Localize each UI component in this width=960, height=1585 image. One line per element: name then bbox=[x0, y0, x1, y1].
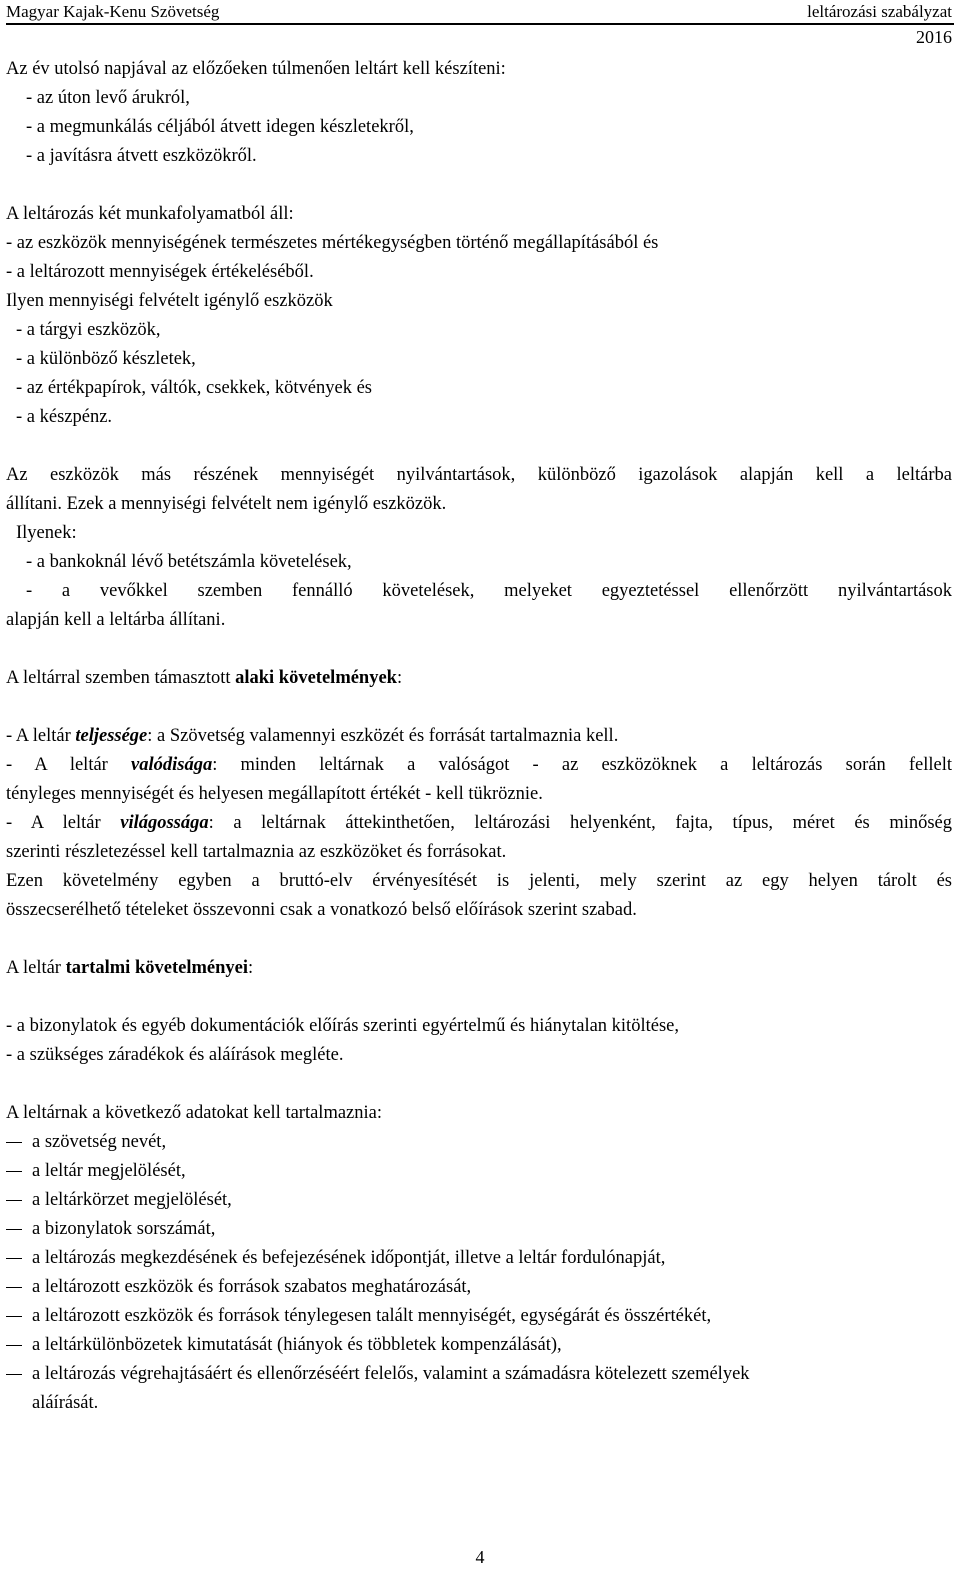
header-year: 2016 bbox=[916, 27, 952, 47]
list-item: - a tárgyi eszközök, bbox=[16, 320, 161, 340]
list-item: a leltározás megkezdésének és befejezésének időpontját, illetve a leltár fordulónapját, bbox=[32, 1248, 666, 1268]
paragraph-line: A leltározás két munkafolyamatból áll: bbox=[6, 204, 294, 224]
list-item: - a bankoknál lévő betétszámla követelések, bbox=[26, 552, 352, 572]
paragraph-line: alapján kell a leltárba állítani. bbox=[6, 610, 226, 630]
list-item: - a javításra átvett eszközökről. bbox=[26, 146, 257, 166]
list-item-continuation: aláírását. bbox=[32, 1393, 99, 1413]
list-item: a szövetség nevét, bbox=[32, 1132, 167, 1152]
paragraph-line: Ezen követelmény egyben a bruttó-elv érvényesítését is jelenti, mely szerint az egy helyen tárolt és bbox=[6, 871, 952, 891]
paragraph-line: A leltárnak a következő adatokat kell tartalmaznia: bbox=[6, 1103, 382, 1123]
list-item: - a megmunkálás céljából átvett idegen készletekről, bbox=[26, 117, 414, 137]
paragraph-line: Az eszközök más részének mennyiségét nyilvántartások, különböző igazolások alapján kell a leltárba bbox=[6, 465, 952, 485]
section-heading: A leltár tartalmi követelményei: bbox=[6, 958, 254, 978]
header-rule bbox=[6, 23, 954, 25]
paragraph-line: Ilyenek: bbox=[16, 523, 77, 543]
paragraph-line: tényleges mennyiségét és helyesen megállapított értékét - kell tükröznie. bbox=[6, 784, 543, 804]
paragraph-line: - a bizonylatok és egyéb dokumentációk előírás szerinti egyértelmű és hiánytalan kitöltése, bbox=[6, 1016, 679, 1036]
document-body bbox=[6, 55, 952, 1418]
list-item: a leltárkörzet megjelölését, bbox=[32, 1190, 232, 1210]
requirement-clarity: - A leltár világossága: a leltárnak áttekinthetően, leltározási helyenként, fajta, típus, méret és minőség bbox=[6, 813, 953, 833]
list-item: a bizonylatok sorszámát, bbox=[32, 1219, 216, 1239]
list-item: - a készpénz. bbox=[16, 407, 113, 427]
paragraph-line: - a leltározott mennyiségek értékeléséből. bbox=[6, 262, 314, 282]
requirement-validity: - A leltár valódisága: minden leltárnak a valóságot - az eszközöknek a leltározás során fellelt bbox=[6, 755, 953, 775]
paragraph-line: összecserélhető tételeket összevonni csak a vonatkozó belső előírások szerint szabad. bbox=[6, 900, 637, 920]
section-heading: A leltárral szemben támasztott alaki követelmények: bbox=[6, 668, 403, 688]
list-item: - a vevőkkel szemben fennálló követelések, melyeket egyeztetéssel ellenőrzött nyilvántartások bbox=[26, 581, 952, 601]
page-number: 4 bbox=[475, 1547, 485, 1567]
paragraph-line: szerinti részletezéssel kell tartalmaznia az eszközöket és forrásokat. bbox=[6, 842, 507, 862]
requirement-completeness: - A leltár teljessége: a Szövetség valamennyi eszközét és forrását tartalmaznia kell. bbox=[6, 726, 619, 746]
header-document-title: leltározási szabályzat bbox=[807, 2, 952, 21]
list-item: - az értékpapírok, váltók, csekkek, kötvények és bbox=[16, 378, 372, 398]
list-item: a leltározott eszközök és források ténylegesen talált mennyiségét, egységárát és összértékét, bbox=[32, 1306, 712, 1326]
list-item: - az úton levő árukról, bbox=[26, 88, 190, 108]
list-item: a leltározott eszközök és források szabatos meghatározását, bbox=[32, 1277, 472, 1297]
paragraph-line: Ilyen mennyiségi felvételt igénylő eszközök bbox=[6, 291, 333, 311]
paragraph-line: állítani. Ezek a mennyiségi felvételt nem igénylő eszközök. bbox=[6, 494, 447, 514]
paragraph-line: - a szükséges záradékok és aláírások megléte. bbox=[6, 1045, 344, 1065]
list-item: a leltár megjelölését, bbox=[32, 1161, 186, 1181]
list-item: a leltárkülönbözetek kimutatását (hiányok és többletek kompenzálását), bbox=[32, 1335, 562, 1355]
list-item: a leltározás végrehajtásáért és ellenőrzéséért felelős, valamint a számadásra kötelezett személyek bbox=[32, 1364, 750, 1384]
paragraph-line: Az év utolsó napjával az előzőeken túlmenően leltárt kell készíteni: bbox=[6, 59, 506, 79]
header-organization: Magyar Kajak-Kenu Szövetség bbox=[6, 2, 220, 21]
paragraph-line: - az eszközök mennyiségének természetes mértékegységben történő megállapításából és bbox=[6, 233, 659, 253]
list-item: - a különböző készletek, bbox=[16, 349, 196, 369]
page-header bbox=[6, 0, 954, 24]
